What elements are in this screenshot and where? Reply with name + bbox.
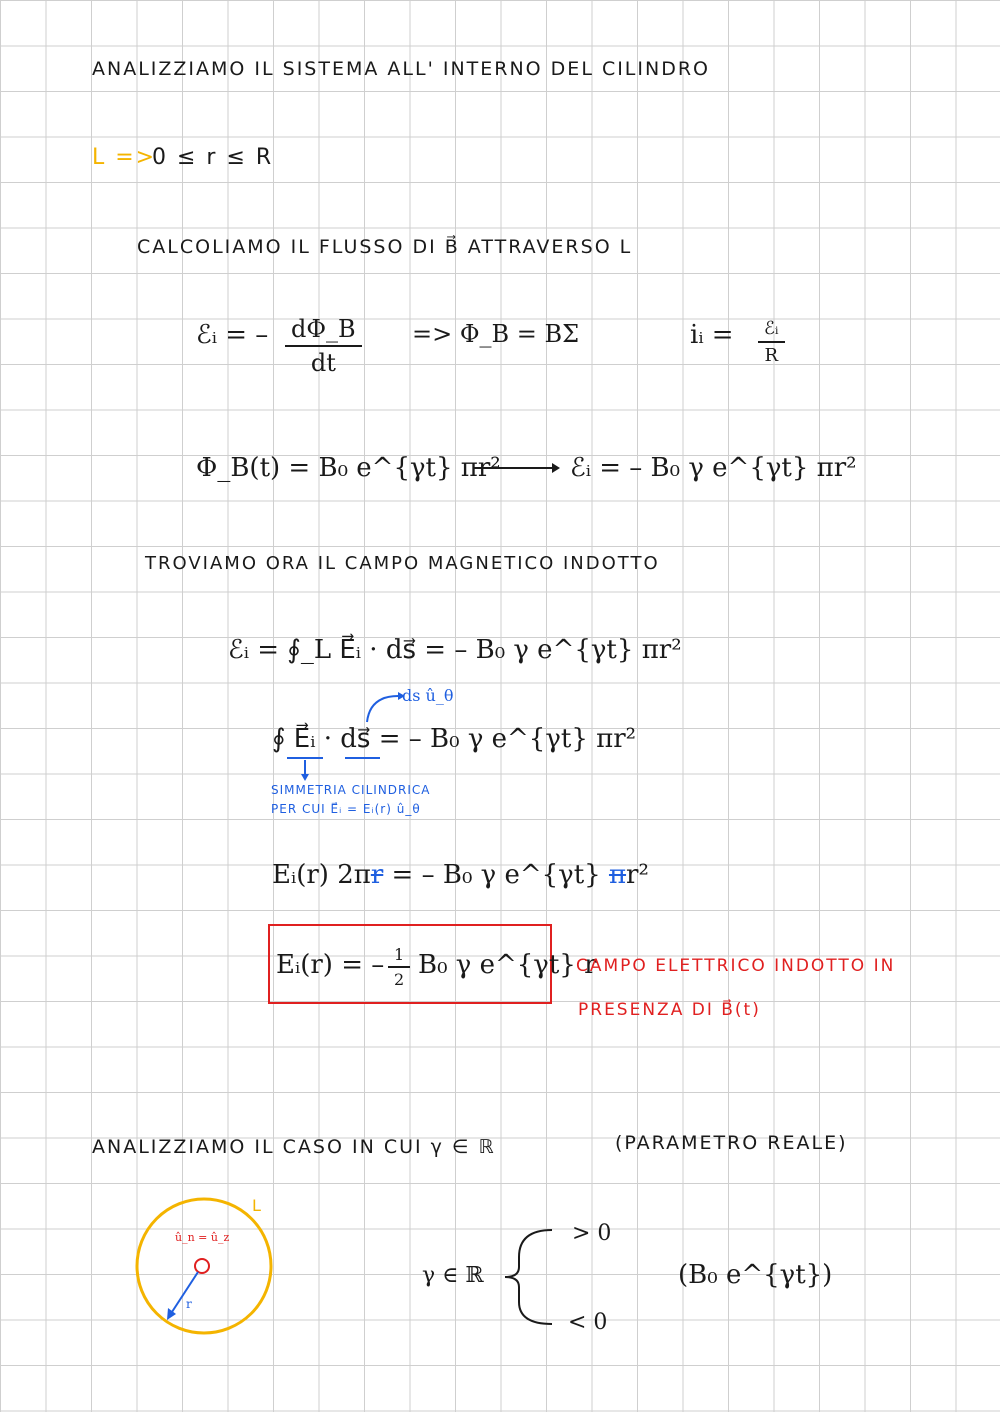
heading-real-case: ANALIZZIAMO IL CASO IN CUI γ ∈ ℝ: [92, 1136, 496, 1158]
loop-circle: [137, 1196, 271, 1333]
current-denominator: R: [764, 345, 779, 366]
current-fraction: [758, 318, 785, 366]
radius-arrow-icon: [170, 1272, 198, 1315]
current-numerator: ℰᵢ: [758, 318, 785, 343]
ds-annotation: ds û_θ: [402, 686, 454, 705]
emf-fraction: [285, 315, 362, 377]
ring-cancelled-r: r: [370, 860, 384, 890]
heading-induced-field: TROVIAMO ORA IL CAMPO MAGNETICO INDOTTO: [145, 553, 660, 574]
ring-r2: r²: [626, 860, 649, 890]
real-parameter-note: (PARAMETRO REALE): [615, 1132, 848, 1154]
ring-lhs: Eᵢ(r) 2π: [272, 860, 371, 890]
emf-time-equation: ℰᵢ = – B₀ γ e^{γt} πr²: [570, 453, 857, 483]
ds-annotation-arrow-icon: [362, 684, 407, 724]
emf-denominator: dt: [310, 349, 336, 377]
heading-analysis: ANALIZZIAMO IL SISTEMA ALL' INTERNO DEL CILINDRO: [92, 58, 710, 80]
radius-condition: 0 ≤ r ≤ R: [152, 145, 274, 170]
loop-label: L =>: [92, 145, 157, 170]
loop-name-label: L: [252, 1196, 261, 1215]
symmetry-note-1: SIMMETRIA CILINDRICA: [271, 783, 431, 797]
ring-cancelled-pi: π: [608, 860, 627, 890]
case-positive: > 0: [572, 1221, 612, 1246]
flux-definition: => Φ_B = BΣ: [412, 320, 580, 348]
normal-label: û_n = û_z: [175, 1231, 230, 1244]
field-expression: (B₀ e^{γt}): [678, 1260, 833, 1290]
result-rhs: B₀ γ e^{γt} r: [418, 950, 597, 980]
result-numerator: 1: [388, 945, 410, 968]
result-denominator: 2: [394, 970, 405, 989]
result-note-1: CAMPO ELETTRICO INDOTTO IN: [576, 956, 896, 976]
case-negative: < 0: [568, 1310, 608, 1335]
emf-numerator: dΦ_B: [285, 315, 362, 347]
result-lhs: Eᵢ(r) = –: [276, 950, 385, 980]
gamma-domain: γ ∈ ℝ: [422, 1263, 484, 1288]
result-fraction: [388, 945, 410, 989]
current-lhs: iᵢ =: [690, 320, 734, 350]
heading-flux: CALCOLIAMO IL FLUSSO DI B⃗ ATTRAVERSO L: [137, 236, 633, 258]
underline-marks-icon: [285, 754, 385, 784]
circulation-equation-2: ∮ E⃗ᵢ · ds⃗ = – B₀ γ e^{γt} πr²: [272, 724, 637, 754]
normal-vector-icon: [195, 1259, 209, 1273]
result-note-2: PRESENZA DI B⃗(t): [578, 1000, 761, 1020]
ring-rhs: = – B₀ γ e^{γt}: [391, 860, 601, 890]
radius-label: r: [186, 1297, 192, 1311]
emf-lhs: ℰᵢ = –: [196, 320, 269, 350]
ring-equation: [272, 862, 649, 888]
arrow-right-icon: [472, 458, 562, 478]
curly-brace-icon: [497, 1222, 557, 1332]
circulation-equation-1: ℰᵢ = ∮_L E⃗ᵢ · ds⃗ = – B₀ γ e^{γt} πr²: [228, 635, 682, 665]
loop-diagram: [120, 1180, 290, 1350]
flux-time-equation: Φ_B(t) = B₀ e^{γt} πr²: [196, 453, 501, 483]
symmetry-note-2: PER CUI E⃗ᵢ = Eᵢ(r) û_θ: [271, 802, 421, 816]
